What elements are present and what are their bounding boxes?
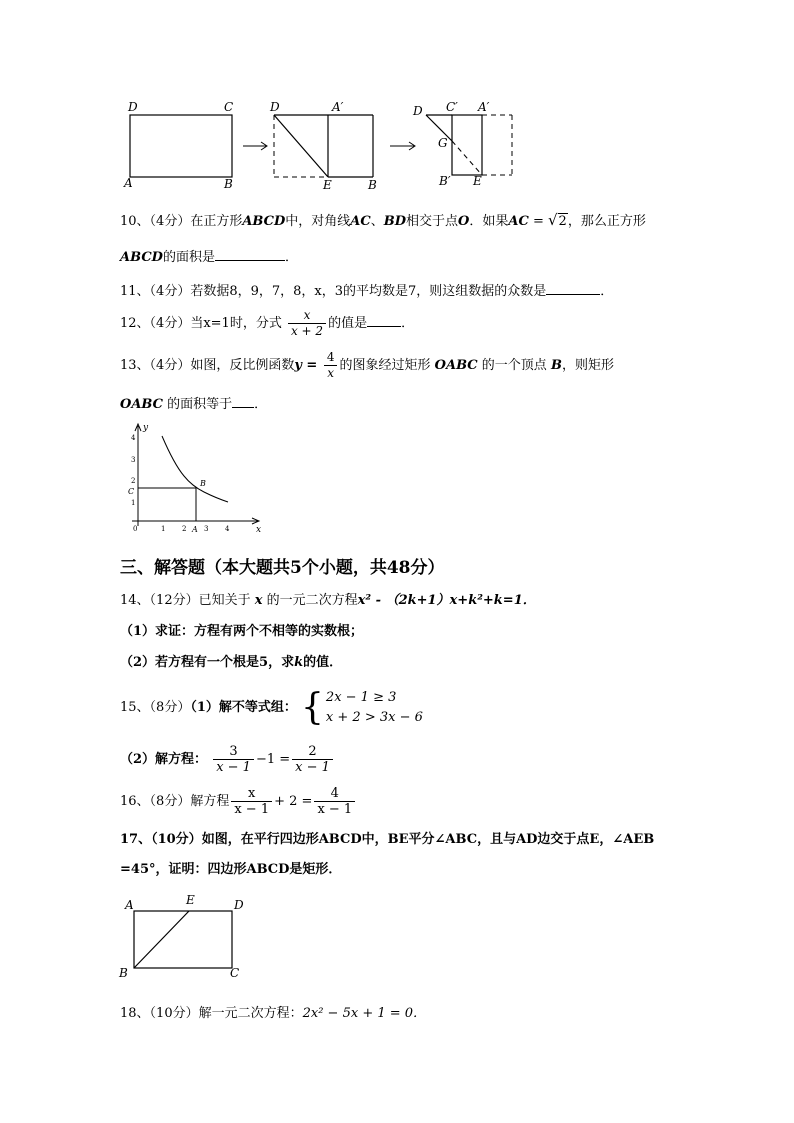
y-tick-3: 3 <box>131 456 136 464</box>
q16-text: 解方程 <box>190 794 230 809</box>
label-D: D <box>234 898 244 912</box>
q13-text-d: ，则矩形 <box>561 358 614 373</box>
q14-part2-a: （2）若方程有一个根是5，求 <box>120 655 295 670</box>
q10-ac: AC <box>350 214 371 229</box>
fig3-label-C-prime: C′ <box>446 100 458 114</box>
fig3-label-E: E <box>473 174 482 188</box>
question-14 <box>120 592 536 610</box>
q15-text-a: （1）解不等式组： <box>190 700 297 715</box>
fraction-denominator: x − 1 <box>231 801 272 817</box>
fraction <box>314 786 355 817</box>
x-tick-1: 1 <box>161 525 166 533</box>
q13-oabc: OABC <box>434 358 478 373</box>
answer-blank[interactable] <box>232 395 254 408</box>
y-tick-2: 2 <box>131 477 136 485</box>
fig2-label-D: D <box>270 100 280 114</box>
y-tick-4: 4 <box>131 434 136 442</box>
question-number: 17、 <box>120 832 152 847</box>
q10-bd: BD <box>383 214 407 229</box>
question-score: （4分） <box>149 316 191 331</box>
question-14-part2 <box>120 654 342 672</box>
origin-label: 0 <box>133 525 138 533</box>
question-number: 14、 <box>120 593 150 608</box>
label-E: E <box>186 893 195 907</box>
question-score: （8分） <box>149 700 191 715</box>
question-score: （4分） <box>149 358 191 373</box>
q12-end: ． <box>401 316 415 331</box>
rect-abcd <box>130 115 232 177</box>
fraction <box>324 350 338 381</box>
folding-figures <box>110 95 530 195</box>
q14-x: x <box>254 593 263 608</box>
question-score: （10分） <box>149 1006 199 1021</box>
q13-end: ． <box>254 397 268 412</box>
q10-text-e: ，那么正方形 <box>567 214 646 229</box>
q13-eq: = <box>301 358 322 373</box>
fraction-numerator: 4 <box>326 350 335 364</box>
fraction-denominator: x − 1 <box>213 759 254 775</box>
q10-text-c: 相交于点 <box>406 214 459 229</box>
q15-mid: −1 = <box>255 752 291 767</box>
inverse-function-graph <box>118 420 268 540</box>
q14-text-b: 的一元二次方程 <box>266 593 358 608</box>
question-11 <box>120 282 613 301</box>
q10-eq: = <box>528 214 548 229</box>
fraction-denominator: x + 2 <box>288 323 326 339</box>
q11-text: 若数据8，9，7，8，x，3的平均数是7，则这组数据的众数是 <box>190 284 547 299</box>
fig3-label-D: D <box>413 104 423 118</box>
q10-o: O <box>458 214 470 229</box>
fraction <box>213 744 254 775</box>
q15-part2: （2）解方程： <box>120 752 208 767</box>
q10-text-f: 的面积是 <box>162 250 215 265</box>
y-tick-1: 1 <box>131 499 136 507</box>
label-A: A <box>192 525 198 534</box>
q14-part2-b: 的值． <box>303 655 343 670</box>
fraction-denominator: x − 1 <box>314 801 355 817</box>
q14-k: k <box>294 655 304 670</box>
segment-be <box>134 911 189 968</box>
answer-blank[interactable] <box>367 314 401 327</box>
question-number: 12、 <box>120 316 150 331</box>
y-axis-label: y <box>143 423 149 433</box>
question-number: 11、 <box>120 284 150 299</box>
question-number: 10、 <box>120 214 150 229</box>
fig1-label-D: D <box>128 100 138 114</box>
q13-b: B <box>550 358 562 373</box>
x-tick-2: 2 <box>182 525 187 533</box>
question-score: （4分） <box>149 284 191 299</box>
q16-mid: + 2 = <box>274 794 313 809</box>
q13-y: y <box>294 358 302 373</box>
fig2-label-E: E <box>323 178 332 192</box>
q10-text-d: ．如果 <box>469 214 509 229</box>
question-score: （8分） <box>149 794 191 809</box>
fold-figure-2 <box>274 115 373 177</box>
question-score: （4分） <box>149 214 191 229</box>
question-17-line2 <box>120 861 341 879</box>
label-B: B <box>119 966 128 980</box>
x-axis-label: x <box>256 525 262 535</box>
q13-text-b: 的图象经过矩形 <box>339 358 431 373</box>
q11-end: ． <box>600 284 614 299</box>
fraction-denominator: x − 1 <box>292 759 333 775</box>
fig1-label-A: A <box>124 176 133 190</box>
q12-text-b: 的值是 <box>328 316 368 331</box>
section-title: 三、解答题（本大题共5个小题，共48分） <box>120 558 445 578</box>
q10-abcd2: ABCD <box>120 250 163 265</box>
fig3-label-G: G <box>438 136 448 150</box>
answer-blank[interactable] <box>215 248 285 261</box>
q10-text-a: 在正方形 <box>190 214 243 229</box>
question-15-part2 <box>120 743 335 777</box>
q17-line1: 如图，在平行四边形ABCD中，BE平分∠ABC，且与AD边交于点E，∠AEB <box>201 832 655 847</box>
q14-part1: （1）求证：方程有两个不相等的实数根； <box>120 624 364 639</box>
parallelogram-figure <box>115 890 255 982</box>
fig2-label-A-prime: A′ <box>332 100 344 114</box>
question-number: 16、 <box>120 794 150 809</box>
hyperbola-curve <box>162 436 228 502</box>
label-C: C <box>128 487 135 496</box>
q13-text-e: 的面积等于 <box>167 397 233 412</box>
sqrt-radicand: 2 <box>558 214 567 229</box>
x-tick-3: 3 <box>204 525 209 533</box>
question-10-line1 <box>120 211 646 231</box>
label-B: B <box>200 479 206 488</box>
question-number: 13、 <box>120 358 150 373</box>
question-number: 15、 <box>120 700 150 715</box>
fig2-label-B: B <box>368 178 377 192</box>
fig3-label-A-prime: A′ <box>478 100 490 114</box>
fig3-label-B-prime: B′ <box>439 174 451 188</box>
question-16 <box>120 785 357 819</box>
question-17-line1 <box>120 831 654 849</box>
q10-ac2: AC <box>508 214 529 229</box>
q10-abcd: ABCD <box>242 214 286 229</box>
inequality-1: 2x − 1 ≥ 3 <box>325 689 397 705</box>
fraction-numerator: 2 <box>308 744 317 759</box>
q10-end: ． <box>284 250 298 265</box>
q10-sep: 、 <box>370 214 384 229</box>
question-15 <box>120 687 423 729</box>
question-13-line1 <box>120 350 614 381</box>
question-13-line2 <box>120 395 267 414</box>
fraction <box>292 744 333 775</box>
fig1-label-C: C <box>224 100 234 114</box>
question-18 <box>120 1005 426 1023</box>
q13-text-c: 的一个顶点 <box>481 358 547 373</box>
question-score: （12分） <box>149 593 199 608</box>
rect-oabc <box>138 488 196 521</box>
fraction-numerator: x <box>248 786 256 801</box>
question-10-line2 <box>120 248 298 267</box>
q13-oabc2: OABC <box>120 397 163 412</box>
q10-text-b: 中，对角线 <box>285 214 351 229</box>
question-14-part1 <box>120 623 363 641</box>
rect-abcd <box>134 911 232 968</box>
label-A: A <box>125 898 134 912</box>
brace-symbol: { <box>301 686 324 728</box>
inequality-system <box>301 688 423 728</box>
fraction <box>288 308 326 339</box>
q18-equation: 2x² − 5x + 1 = 0． <box>302 1006 427 1021</box>
label-C: C <box>230 966 240 980</box>
fraction <box>231 786 272 817</box>
fraction-numerator: 4 <box>330 786 339 801</box>
q13-text-a: 如图，反比例函数 <box>190 358 295 373</box>
q14-text-a: 已知关于 <box>198 593 251 608</box>
inequality-2: x + 2 > 3x − 6 <box>325 709 423 725</box>
x-tick-4: 4 <box>225 525 230 533</box>
fraction-numerator: x <box>303 308 311 322</box>
fraction-numerator: 3 <box>229 744 238 759</box>
arrow-icon <box>243 142 267 150</box>
q18-text: 解一元二次方程： <box>198 1006 303 1021</box>
question-12 <box>120 308 414 339</box>
question-score: （10分） <box>151 832 202 847</box>
fraction-denominator: x <box>324 365 337 381</box>
arrow-icon <box>390 142 415 150</box>
q17-line2: =45°，证明：四边形ABCD是矩形． <box>120 862 342 877</box>
question-number: 18、 <box>120 1006 150 1021</box>
q14-equation: x² - （2k+1）x+k²+k=1． <box>357 593 536 608</box>
q12-text-a: 当x=1时，分式 <box>190 316 282 331</box>
sqrt-symbol: √ <box>547 211 558 229</box>
fig1-label-B: B <box>224 177 233 191</box>
answer-blank[interactable] <box>546 282 600 295</box>
